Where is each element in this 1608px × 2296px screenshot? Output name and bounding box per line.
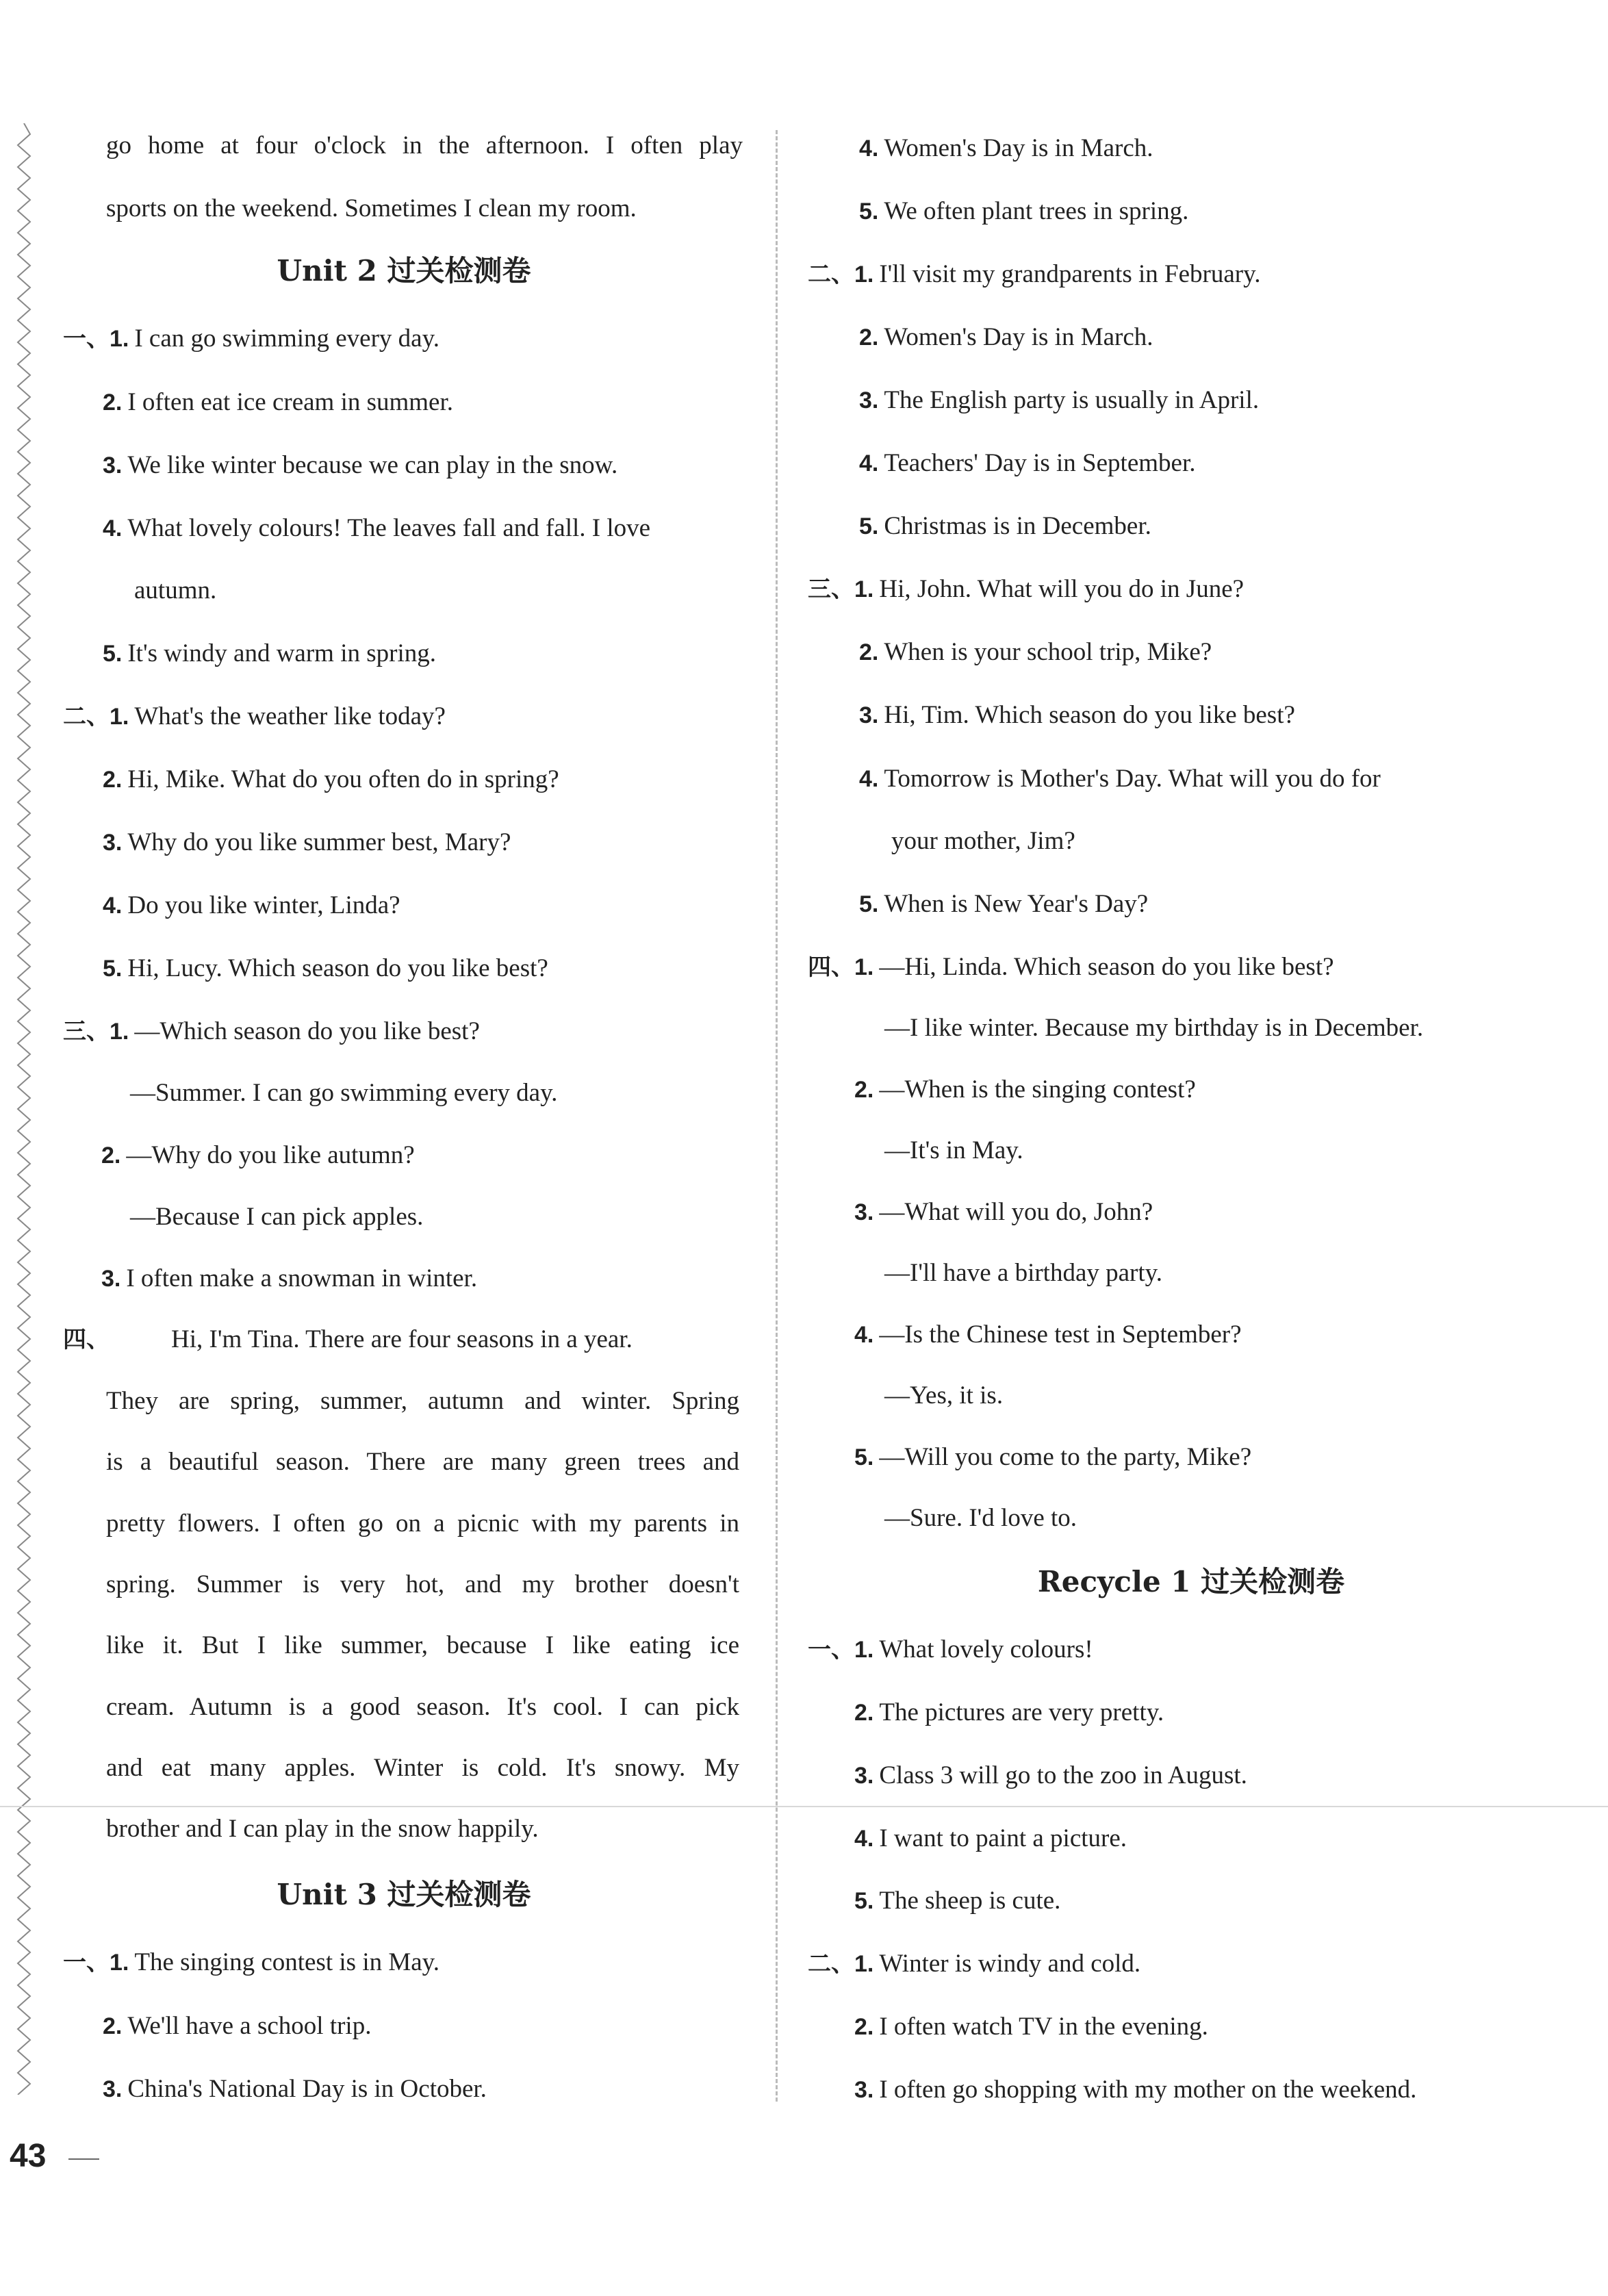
answer-line [884,1379,1003,1413]
binding-zigzag-decoration [14,123,34,2095]
answer-line [63,322,439,356]
item-text: I want to paint a picture. [879,1824,1127,1852]
answer-line [854,1884,1060,1918]
item-text: We often plant trees in spring. [884,197,1189,225]
item-number: 2. [854,1700,874,1726]
item-text: It's windy and warm in spring. [127,639,436,667]
item-text: Women's Day is in March. [884,134,1153,162]
item-text: I'll visit my grandparents in February. [879,260,1261,288]
item-number: 1. [854,576,874,602]
item-number: 2. [103,390,123,416]
item-text: Teachers' Day is in September. [884,449,1196,477]
item-text: —I'll have a birthday party. [884,1259,1162,1287]
answer-line [134,574,216,608]
answer-line [884,1256,1162,1290]
item-text: The pictures are very pretty. [879,1698,1164,1726]
item-text: When is New Year's Day? [884,890,1149,918]
item-number: 2. [101,1143,121,1169]
answer-line [103,889,400,923]
section-marker: 一、 [63,1949,110,1976]
item-number: 1. [854,954,874,980]
item-text: I can go swimming every day. [134,324,439,353]
item-number: 3. [101,1266,121,1292]
passage-line [63,1323,741,1357]
item-number: 2. [103,767,123,793]
item-text: Class 3 will go to the zoo in August. [879,1761,1247,1789]
answer-line [854,2073,1416,2107]
item-number: 2. [854,2014,874,2040]
item-text: We like winter because we can play in the snow. [127,451,618,479]
answer-line [103,385,453,420]
answer-line [103,826,511,860]
passage-line: go home at four o'clock in the afternoon. I often play [106,131,743,160]
item-text: —Hi, Linda. Which season do you like best? [879,953,1334,981]
item-number: 4. [854,1322,874,1348]
answer-line [808,257,1260,292]
item-number: 3. [103,2076,123,2102]
item-number: 4. [103,515,123,541]
passage-line: and eat many apples. Winter is cold. It's snowy. My [106,1754,739,1782]
answer-line [854,1440,1251,1475]
answer-line [884,1134,1023,1168]
item-text: What lovely colours! [879,1635,1093,1663]
item-number: 5. [854,1888,874,1914]
passage-line: spring. Summer is very hot, and my brother doesn't [106,1570,739,1598]
page-number-dash [68,2158,99,2160]
passage-line: cream. Autumn is a good season. It's cool. I can pick [106,1693,739,1721]
section-marker: 一、 [808,1636,854,1663]
answer-line [859,131,1153,166]
item-number: 2. [103,2013,123,2039]
item-text: China's National Day is in October. [127,2075,487,2103]
item-text: —What will you do, John? [879,1198,1153,1226]
answer-line [854,1195,1153,1229]
answer-line [808,950,1334,984]
answer-line [854,2010,1208,2044]
section-marker: 四、 [63,1326,110,1353]
item-number: 2. [859,324,879,350]
item-text: —Summer. I can go swimming every day. [130,1079,558,1107]
item-number: 4. [854,1826,874,1852]
item-number: 3. [854,1199,874,1225]
item-number: 5. [854,1444,874,1470]
item-number: 4. [859,450,879,476]
passage-text: Hi, I'm Tina. There are four seasons in a year. [171,1325,633,1353]
item-number: 5. [859,891,879,917]
item-text: —I like winter. Because my birthday is in December. [884,1014,1424,1042]
answer-line [854,1073,1196,1107]
item-number: 3. [103,452,123,479]
item-number: 3. [859,702,879,728]
answer-line [103,2072,487,2106]
item-text: We'll have a school trip. [127,2012,372,2040]
scan-line-artifact [0,1806,1608,1807]
item-number: 1. [110,1950,129,1976]
passage-line: is a beautiful season. There are many green trees and [106,1448,739,1476]
item-text: Women's Day is in March. [884,323,1153,351]
answer-line [859,762,1381,796]
item-number: 5. [859,199,879,225]
answer-line [859,446,1196,481]
item-text: Hi, John. What will you do in June? [879,575,1245,603]
item-number: 1. [110,1019,129,1045]
item-number: 4. [859,136,879,162]
answer-line [859,383,1259,418]
item-text: —Will you come to the party, Mike? [879,1443,1252,1471]
item-text: Winter is windy and cold. [879,1950,1141,1978]
answer-line [884,1501,1077,1535]
answer-line [103,511,650,546]
answer-line [103,763,559,797]
answer-line [854,1318,1242,1352]
item-number: 3. [854,2077,874,2103]
unit2-heading: Unit 2 过关检测卷 [277,254,531,288]
answer-line [884,1011,1423,1045]
item-text: Hi, Lucy. Which season do you like best? [127,954,548,982]
item-text: Do you like winter, Linda? [127,891,400,919]
item-number: 1. [110,326,129,352]
answer-line [101,1262,477,1296]
item-number: 2. [854,1077,874,1103]
item-text: Hi, Tim. Which season do you like best? [884,701,1295,729]
answer-line [859,194,1188,229]
answer-line [859,698,1295,732]
item-number: 3. [859,387,879,413]
answer-line [854,1696,1164,1730]
item-text: —Sure. I'd love to. [884,1504,1077,1532]
item-number: 1. [854,1637,874,1663]
answer-line [63,1015,480,1049]
item-text: —Why do you like autumn? [126,1141,415,1169]
answer-line [103,2009,371,2043]
item-text: —When is the singing contest? [879,1075,1196,1104]
item-text: The singing contest is in May. [134,1948,440,1976]
answer-line [103,637,436,671]
item-number: 5. [859,513,879,539]
item-number: 4. [103,893,123,919]
item-text: —Yes, it is. [884,1381,1004,1410]
section-marker: 二、 [63,703,110,730]
item-text: —Is the Chinese test in September? [879,1321,1242,1349]
answer-line [101,1138,415,1173]
item-text: I often make a snowman in winter. [126,1264,478,1292]
passage-line: like it. But I like summer, because I like eating ice [106,1631,739,1659]
item-text: When is your school trip, Mike? [884,638,1212,666]
item-text: I often eat ice cream in summer. [127,388,454,416]
answer-line [808,572,1244,607]
passage-line: sports on the weekend. Sometimes I clean my room. [106,194,637,222]
item-text: What lovely colours! The leaves fall and fall. I love [127,514,651,542]
answer-line [859,635,1212,669]
item-text: Tomorrow is Mother's Day. What will you do for [884,765,1381,793]
answer-line [103,448,617,483]
answer-line [130,1076,557,1110]
answer-line [859,320,1153,355]
item-number: 2. [859,639,879,665]
item-text: —Which season do you like best? [134,1017,480,1045]
section-marker: 二、 [808,261,854,288]
section-marker: 二、 [808,1950,854,1978]
section-marker: 四、 [808,954,854,981]
answer-line [130,1200,423,1234]
passage-line: brother and I can play in the snow happily. [106,1815,539,1843]
item-text: Christmas is in December. [884,512,1151,540]
answer-line [63,1946,439,1980]
answer-line [808,1947,1140,1981]
answer-line [63,700,446,734]
section-marker: 三、 [808,576,854,603]
passage-line: They are spring, summer, autumn and winter. Spring [106,1387,739,1415]
item-text: I often go shopping with my mother on the weekend. [879,2076,1417,2104]
item-number: 1. [854,1951,874,1977]
answer-line [103,952,548,986]
item-text: Hi, Mike. What do you often do in spring? [127,765,559,793]
item-number: 4. [859,766,879,792]
item-text: Why do you like summer best, Mary? [127,828,511,856]
item-text: I often watch TV in the evening. [879,2013,1208,2041]
answer-line [891,824,1075,858]
unit3-heading: Unit 3 过关检测卷 [277,1878,531,1911]
answer-line [859,887,1148,921]
item-text: your mother, Jim? [891,827,1075,855]
item-text: —It's in May. [884,1136,1023,1164]
item-text: The sheep is cute. [879,1887,1061,1915]
passage-line: pretty flowers. I often go on a picnic with my parents in [106,1509,739,1538]
item-number: 3. [103,830,123,856]
item-text: —Because I can pick apples. [130,1203,424,1231]
item-number: 1. [854,262,874,288]
item-number: 5. [103,956,123,982]
answer-line [859,509,1151,544]
answer-line [854,1822,1127,1856]
item-number: 1. [110,704,129,730]
item-text: autumn. [134,576,217,604]
item-text: The English party is usually in April. [884,386,1260,414]
page-number: 43 [10,2138,47,2174]
item-text: What's the weather like today? [134,702,446,730]
section-marker: 三、 [63,1018,110,1045]
section-marker: 一、 [63,325,110,353]
item-number: 5. [103,641,123,667]
answer-line [854,1759,1247,1793]
answer-line [808,1633,1093,1667]
item-number: 3. [854,1763,874,1789]
recycle1-heading: Recycle 1 过关检测卷 [1037,1565,1345,1598]
